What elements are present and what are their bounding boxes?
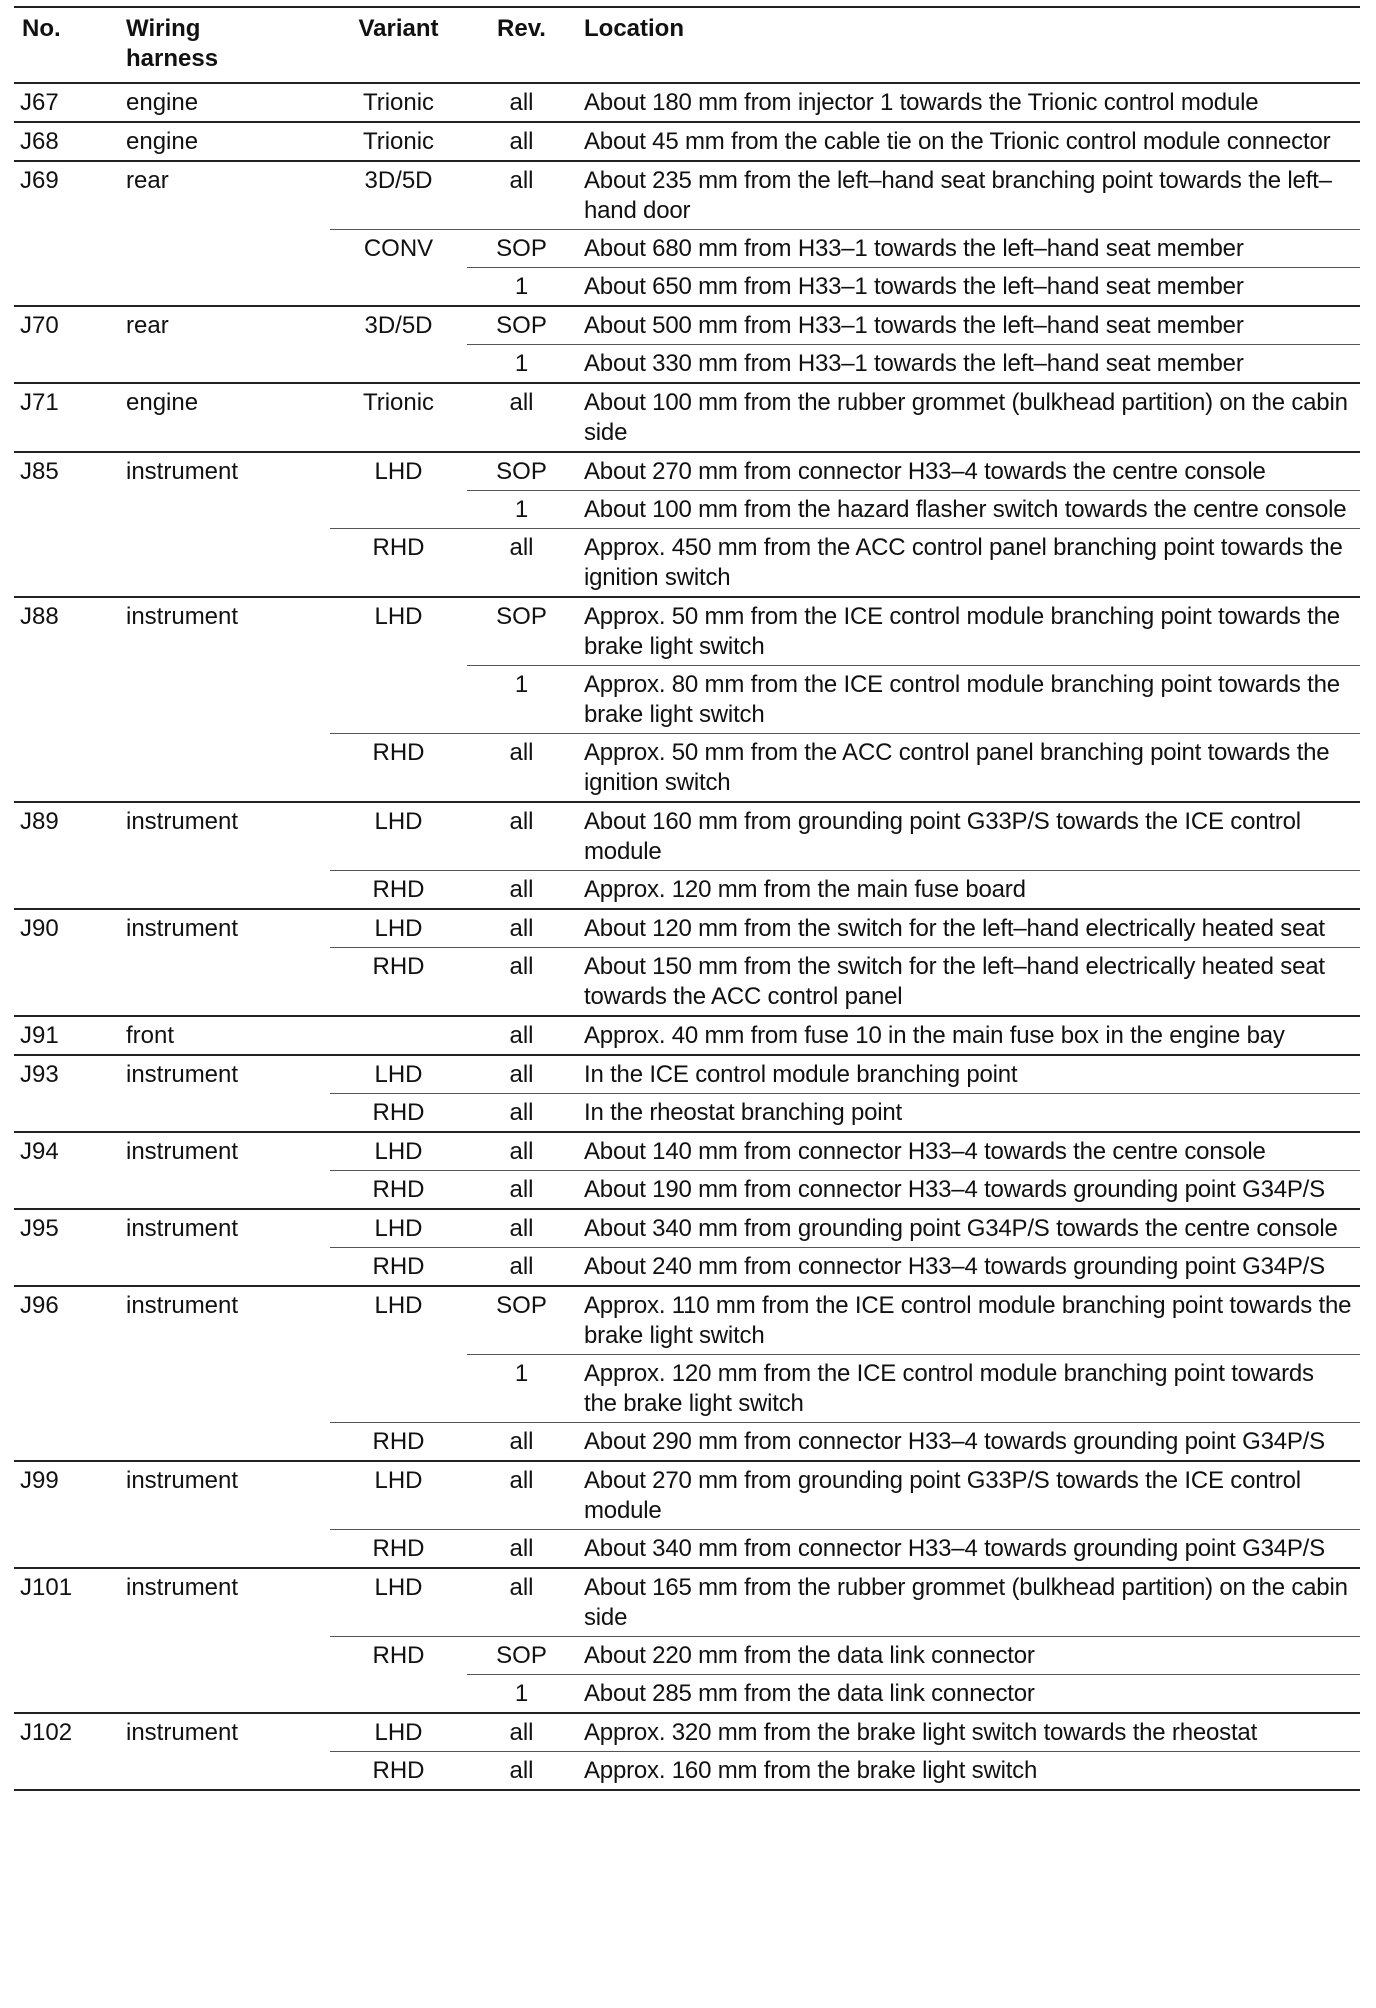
cell-rev: SOP [467, 230, 576, 268]
cell-variant: LHD [330, 802, 467, 871]
cell-location: Approx. 110 mm from the ICE control module branching point towards the brake light switch [576, 1286, 1360, 1355]
cell-location: About 270 mm from grounding point G33P/S towards the ICE control module [576, 1461, 1360, 1530]
table-row [14, 1209, 1360, 1248]
cell-variant: RHD [330, 734, 467, 803]
cell-variant: RHD [330, 1530, 467, 1569]
cell-location: About 100 mm from the rubber grommet (bulkhead partition) on the cabin side [576, 383, 1360, 452]
cell-no: J96 [14, 1286, 118, 1355]
cell-harness: instrument [118, 1713, 330, 1752]
cell-rev: 1 [467, 666, 576, 734]
cell-harness [118, 268, 330, 307]
cell-rev: all [467, 1248, 576, 1287]
cell-location: About 220 mm from the data link connector [576, 1637, 1360, 1675]
cell-rev: all [467, 1713, 576, 1752]
cell-rev: all [467, 1752, 576, 1791]
cell-variant: RHD [330, 1094, 467, 1133]
cell-rev: all [467, 1423, 576, 1462]
cell-harness: engine [118, 383, 330, 452]
cell-no: J70 [14, 306, 118, 345]
table-header-row [14, 7, 1360, 83]
cell-no [14, 1355, 118, 1423]
cell-location: Approx. 160 mm from the brake light switch [576, 1752, 1360, 1791]
cell-location: Approx. 450 mm from the ACC control panel branching point towards the ignition switch [576, 529, 1360, 598]
cell-location: In the rheostat branching point [576, 1094, 1360, 1133]
table-row [14, 1016, 1360, 1055]
cell-rev: all [467, 948, 576, 1017]
cell-variant [330, 666, 467, 734]
cell-rev: SOP [467, 452, 576, 491]
cell-rev: all [467, 871, 576, 910]
cell-no [14, 948, 118, 1017]
cell-rev: all [467, 122, 576, 161]
header-no: No. [14, 7, 118, 83]
table-row [14, 948, 1360, 1017]
cell-variant: Trionic [330, 122, 467, 161]
cell-harness: instrument [118, 1055, 330, 1094]
table-body [14, 83, 1360, 1790]
cell-rev: all [467, 1055, 576, 1094]
cell-no [14, 345, 118, 384]
cell-no [14, 1637, 118, 1675]
cell-rev: all [467, 1094, 576, 1133]
table-row [14, 452, 1360, 491]
cell-location: About 340 mm from connector H33–4 towards grounding point G34P/S [576, 1530, 1360, 1569]
cell-variant: Trionic [330, 383, 467, 452]
cell-location: About 45 mm from the cable tie on the Trionic control module connector [576, 122, 1360, 161]
cell-harness [118, 529, 330, 598]
cell-variant: RHD [330, 1171, 467, 1210]
cell-no [14, 1248, 118, 1287]
cell-variant [330, 1675, 467, 1714]
cell-no: J69 [14, 161, 118, 230]
cell-variant [330, 1016, 467, 1055]
cell-location: About 140 mm from connector H33–4 towards the centre console [576, 1132, 1360, 1171]
cell-harness [118, 871, 330, 910]
cell-location: About 500 mm from H33–1 towards the left–hand seat member [576, 306, 1360, 345]
cell-location: About 650 mm from H33–1 towards the left–hand seat member [576, 268, 1360, 307]
cell-variant: LHD [330, 1286, 467, 1355]
cell-variant: RHD [330, 529, 467, 598]
cell-rev: 1 [467, 1355, 576, 1423]
table-row [14, 666, 1360, 734]
cell-location: About 235 mm from the left–hand seat branching point towards the left–hand door [576, 161, 1360, 230]
table-row [14, 1713, 1360, 1752]
cell-location: About 190 mm from connector H33–4 towards grounding point G34P/S [576, 1171, 1360, 1210]
cell-variant: LHD [330, 597, 467, 666]
table-row [14, 345, 1360, 384]
cell-harness: engine [118, 83, 330, 122]
header-location: Location [576, 7, 1360, 83]
cell-rev: SOP [467, 1637, 576, 1675]
table-row [14, 1355, 1360, 1423]
cell-rev: SOP [467, 1286, 576, 1355]
cell-variant: LHD [330, 1209, 467, 1248]
cell-variant [330, 1355, 467, 1423]
cell-location: Approx. 50 mm from the ICE control module branching point towards the brake light switch [576, 597, 1360, 666]
cell-rev: SOP [467, 306, 576, 345]
table-row [14, 1461, 1360, 1530]
header-variant: Variant [330, 7, 467, 83]
cell-rev: all [467, 161, 576, 230]
cell-harness [118, 948, 330, 1017]
cell-no [14, 491, 118, 529]
cell-variant: RHD [330, 948, 467, 1017]
cell-harness [118, 491, 330, 529]
table-row [14, 161, 1360, 230]
cell-rev: all [467, 734, 576, 803]
cell-variant [330, 345, 467, 384]
cell-location: About 285 mm from the data link connector [576, 1675, 1360, 1714]
table-row [14, 122, 1360, 161]
header-harness-line2: harness [126, 45, 219, 72]
cell-location: Approx. 50 mm from the ACC control panel branching point towards the ignition switch [576, 734, 1360, 803]
cell-location: Approx. 80 mm from the ICE control module branching point towards the brake light switch [576, 666, 1360, 734]
cell-location: About 160 mm from grounding point G33P/S towards the ICE control module [576, 802, 1360, 871]
cell-rev: all [467, 383, 576, 452]
cell-harness: engine [118, 122, 330, 161]
cell-harness [118, 345, 330, 384]
cell-variant: RHD [330, 1752, 467, 1791]
cell-no [14, 529, 118, 598]
cell-no [14, 1171, 118, 1210]
cell-location: Approx. 320 mm from the brake light switch towards the rheostat [576, 1713, 1360, 1752]
cell-no [14, 1423, 118, 1462]
cell-harness: instrument [118, 1286, 330, 1355]
cell-no [14, 1530, 118, 1569]
cell-no: J94 [14, 1132, 118, 1171]
cell-variant: CONV [330, 230, 467, 268]
table-row [14, 268, 1360, 307]
cell-no: J102 [14, 1713, 118, 1752]
cell-rev: all [467, 1209, 576, 1248]
cell-location: In the ICE control module branching point [576, 1055, 1360, 1094]
cell-no: J68 [14, 122, 118, 161]
cell-rev: 1 [467, 268, 576, 307]
cell-harness: instrument [118, 909, 330, 948]
table-row [14, 1132, 1360, 1171]
table-row [14, 83, 1360, 122]
cell-variant: LHD [330, 1132, 467, 1171]
table-row [14, 734, 1360, 803]
cell-harness [118, 1637, 330, 1675]
cell-variant: RHD [330, 871, 467, 910]
cell-no: J91 [14, 1016, 118, 1055]
cell-variant: LHD [330, 1713, 467, 1752]
cell-rev: all [467, 83, 576, 122]
cell-no: J93 [14, 1055, 118, 1094]
table-row [14, 597, 1360, 666]
cell-harness [118, 1675, 330, 1714]
cell-harness: front [118, 1016, 330, 1055]
table-row [14, 1171, 1360, 1210]
cell-no [14, 1752, 118, 1791]
cell-variant: RHD [330, 1637, 467, 1675]
table-row [14, 1568, 1360, 1637]
cell-harness: instrument [118, 802, 330, 871]
cell-variant: Trionic [330, 83, 467, 122]
cell-rev: all [467, 1132, 576, 1171]
table-row [14, 909, 1360, 948]
cell-location: About 340 mm from grounding point G34P/S towards the centre console [576, 1209, 1360, 1248]
cell-no: J71 [14, 383, 118, 452]
cell-variant: 3D/5D [330, 161, 467, 230]
table-row [14, 1423, 1360, 1462]
cell-variant: RHD [330, 1423, 467, 1462]
cell-location: Approx. 40 mm from fuse 10 in the main fuse box in the engine bay [576, 1016, 1360, 1055]
cell-harness [118, 1248, 330, 1287]
table-row [14, 1637, 1360, 1675]
cell-rev: 1 [467, 491, 576, 529]
cell-rev: all [467, 1171, 576, 1210]
cell-rev: 1 [467, 1675, 576, 1714]
cell-variant: LHD [330, 452, 467, 491]
cell-no [14, 1094, 118, 1133]
cell-variant: LHD [330, 1055, 467, 1094]
cell-no [14, 230, 118, 268]
cell-location: About 240 mm from connector H33–4 towards grounding point G34P/S [576, 1248, 1360, 1287]
cell-variant: RHD [330, 1248, 467, 1287]
cell-harness [118, 1752, 330, 1791]
cell-variant: LHD [330, 1461, 467, 1530]
header-harness-line1: Wiring [126, 15, 201, 42]
cell-harness [118, 666, 330, 734]
table-row [14, 383, 1360, 452]
table-row [14, 1530, 1360, 1569]
cell-harness [118, 230, 330, 268]
table-row [14, 802, 1360, 871]
cell-location: About 680 mm from H33–1 towards the left–hand seat member [576, 230, 1360, 268]
cell-harness: rear [118, 306, 330, 345]
cell-no [14, 871, 118, 910]
table-row [14, 871, 1360, 910]
cell-no: J90 [14, 909, 118, 948]
cell-rev: all [467, 909, 576, 948]
cell-location: About 290 mm from connector H33–4 towards grounding point G34P/S [576, 1423, 1360, 1462]
table-row [14, 1055, 1360, 1094]
cell-variant: 3D/5D [330, 306, 467, 345]
cell-rev: all [467, 1568, 576, 1637]
cell-location: Approx. 120 mm from the main fuse board [576, 871, 1360, 910]
cell-harness: instrument [118, 452, 330, 491]
cell-harness [118, 1530, 330, 1569]
table-row [14, 491, 1360, 529]
cell-location: About 120 mm from the switch for the left–hand electrically heated seat [576, 909, 1360, 948]
cell-harness [118, 1423, 330, 1462]
cell-rev: SOP [467, 597, 576, 666]
cell-variant [330, 491, 467, 529]
cell-variant [330, 268, 467, 307]
cell-no: J95 [14, 1209, 118, 1248]
table-row [14, 230, 1360, 268]
cell-no: J67 [14, 83, 118, 122]
cell-rev: all [467, 529, 576, 598]
cell-no: J85 [14, 452, 118, 491]
cell-rev: all [467, 1530, 576, 1569]
table-row [14, 1286, 1360, 1355]
cell-variant: LHD [330, 1568, 467, 1637]
cell-location: About 180 mm from injector 1 towards the Trionic control module [576, 83, 1360, 122]
cell-no: J88 [14, 597, 118, 666]
cell-no [14, 734, 118, 803]
header-rev: Rev. [467, 7, 576, 83]
cell-rev: all [467, 1016, 576, 1055]
table-row [14, 1248, 1360, 1287]
table-row [14, 1752, 1360, 1791]
cell-rev: all [467, 1461, 576, 1530]
cell-rev: 1 [467, 345, 576, 384]
cell-no: J101 [14, 1568, 118, 1637]
cell-no: J89 [14, 802, 118, 871]
cell-harness: instrument [118, 1568, 330, 1637]
wiring-junction-table [14, 6, 1360, 1791]
cell-location: About 100 mm from the hazard flasher switch towards the centre console [576, 491, 1360, 529]
cell-no: J99 [14, 1461, 118, 1530]
cell-location: About 330 mm from H33–1 towards the left–hand seat member [576, 345, 1360, 384]
cell-location: About 270 mm from connector H33–4 towards the centre console [576, 452, 1360, 491]
cell-harness: instrument [118, 1461, 330, 1530]
document-page [14, 6, 1360, 1791]
cell-no [14, 666, 118, 734]
cell-harness: rear [118, 161, 330, 230]
table-row [14, 1675, 1360, 1714]
cell-harness [118, 1171, 330, 1210]
table-row [14, 529, 1360, 598]
cell-location: About 165 mm from the rubber grommet (bulkhead partition) on the cabin side [576, 1568, 1360, 1637]
cell-variant: LHD [330, 909, 467, 948]
cell-harness: instrument [118, 597, 330, 666]
header-wiring-harness [118, 7, 330, 83]
cell-location: Approx. 120 mm from the ICE control module branching point towards the brake light switch [576, 1355, 1360, 1423]
cell-harness: instrument [118, 1209, 330, 1248]
cell-harness [118, 1094, 330, 1133]
table-row [14, 1094, 1360, 1133]
cell-location: About 150 mm from the switch for the left–hand electrically heated seat towards the ACC control panel [576, 948, 1360, 1017]
cell-no [14, 1675, 118, 1714]
table-row [14, 306, 1360, 345]
cell-harness [118, 734, 330, 803]
cell-rev: all [467, 802, 576, 871]
cell-no [14, 268, 118, 307]
cell-harness [118, 1355, 330, 1423]
cell-harness: instrument [118, 1132, 330, 1171]
